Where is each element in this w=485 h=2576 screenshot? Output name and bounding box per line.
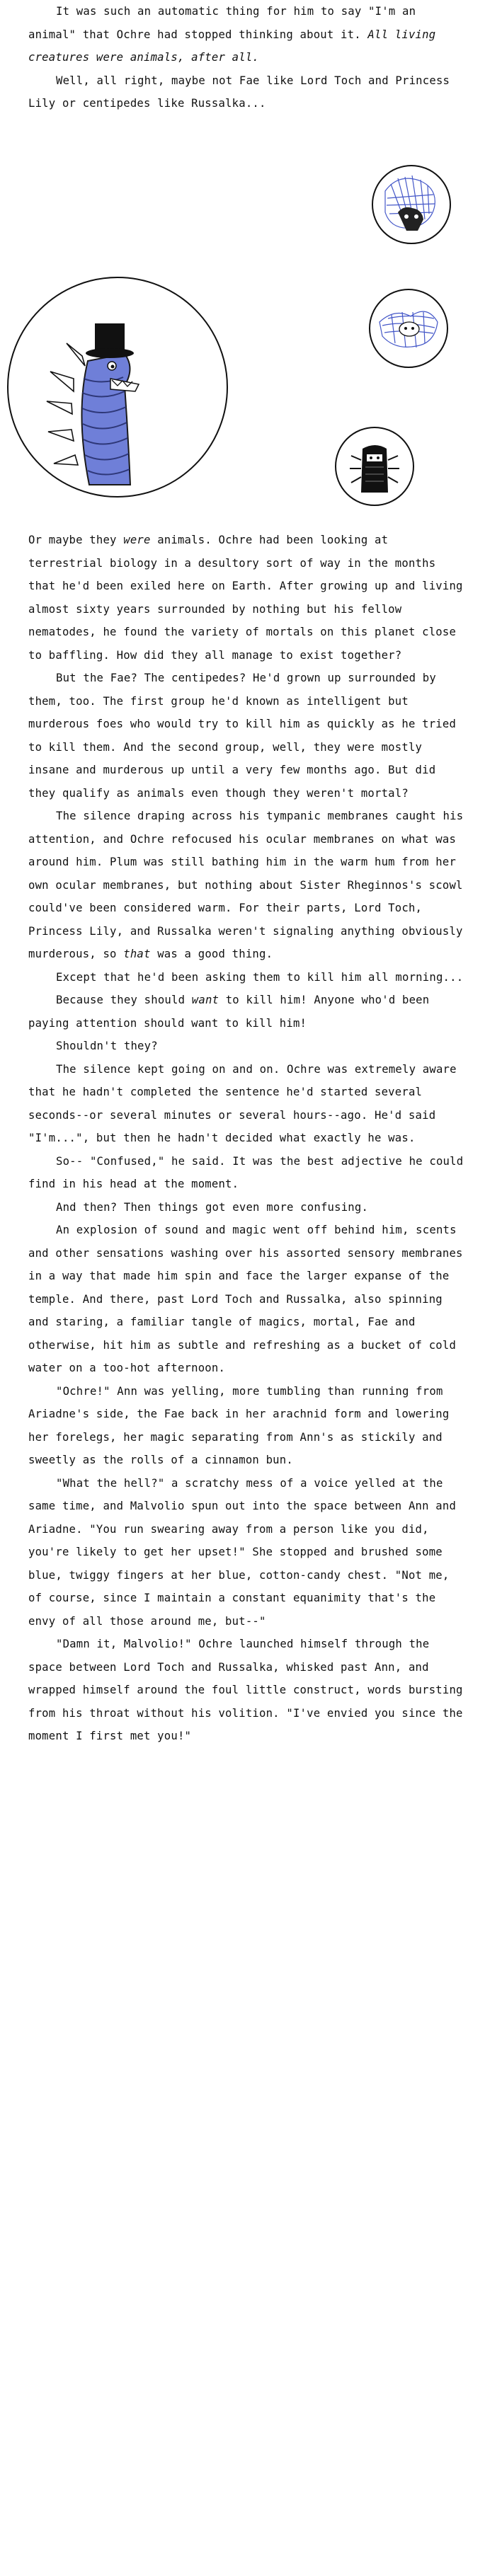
paragraph: "What the hell?" a scratchy mess of a voice yelled at the same time, and Malvolio spun out into the space between Ann and Ariadne. "You run swearing away from a person like you did, you're likely to get her upset!" She stopped and brushed some blue, twiggy fingers at her blue, cotton-candy chest. "Not me, of course, since I maintain a constant equanimity that's the envy of all those around me, but--" — [28, 1476, 457, 1628]
intro-text — [28, 0, 467, 115]
toch-illustration — [367, 287, 450, 370]
emphasis: All living creatures were animals, after all. — [28, 28, 436, 64]
paragraph: So-- "Confused," he said. It was the best adjective he could find in his head at the moment. — [28, 1154, 464, 1190]
sentence: It was such an automatic thing for him to say "I'm an animal" that Ochre had stopped thinking about it. — [28, 5, 416, 41]
paragraph: Except that he'd been asking them to kill him all morning... — [56, 970, 464, 984]
paragraph: The silence draping across his tympanic membranes caught his attention, and Ochre refocused his ocular membranes on what was around him. Plum was still bathing him in the warm hum from her own ocular membranes, but nothing about Sister Rheginnos's scowl could've been considered warm. For their parts, Lord Toch, Princess Lily, and Russalka weren't signaling anything obviously murderous, so that was a good thing. — [28, 810, 464, 960]
body-text — [28, 529, 467, 1748]
paragraph: "Damn it, Malvolio!" Ochre launched himself through the space between Lord Toch and Russalka, whisked past Ann, and wrapped himself around the foul little construct, words bursting from his throat without his volition. "I've envied you since the moment I first met you!" — [28, 1638, 463, 1742]
ochre-illustration — [4, 272, 231, 502]
paragraph: Or maybe they were animals. Ochre had been looking at terrestrial biology in a desultory sort of way in the months that he'd been exiled here on Earth. After growing up and living almost sixty years surrounded by nothing but his fellow nematodes, he found the variety of mortals on this planet close to baffling. How did they all manage to exist together? — [28, 534, 463, 662]
paragraph: Well, all right, maybe not Fae like Lord Toch and Princess Lily or centipedes like Russalka... — [28, 74, 450, 110]
paragraph: Because they should want to kill him! Anyone who'd been paying attention should want to kill him! — [28, 994, 430, 1030]
paragraph: "Ochre!" Ann was yelling, more tumbling than running from Ariadne's side, the Fae back in her arachnid form and lowering her forelegs, her magic separating from Ann's as stickily and sweetly as the rolls of a cinnamon bun. — [28, 1384, 450, 1466]
paragraph: An explosion of sound and magic went off behind him, scents and other sensations washing over his assorted sensory membranes in a way that made him spin and face the larger expanse of the temple. And there, past Lord Toch and Russalka, also spinning and staring, a familiar tangle of magics, mortal, Fae and otherwise, hit him as subtle and refreshing as a bucket of cold water on a too-hot afternoon. — [28, 1224, 463, 1374]
paragraph: And then? Then things got even more confusing. — [56, 1200, 369, 1214]
paragraph: But the Fae? The centipedes? He'd grown up surrounded by them, too. The first group he'd known as intelligent but murderous foes who would try to kill him as quickly as he tried to kill them. And the second group, well, they were mostly insane and murderous up until a very few months ago. But did they qualify as animals even though they weren't mortal? — [28, 672, 457, 800]
paragraph — [28, 0, 467, 69]
paragraph: The silence kept going on and on. Ochre was extremely aware that he hadn't completed the sentence he'd started several seconds--or several minutes or several hours--ago. He'd said "I'm...", but then he hadn't decided what exactly he was. — [28, 1062, 457, 1144]
paragraph: Shouldn't they? — [56, 1040, 158, 1052]
lily-illustration — [370, 163, 453, 246]
russalka-illustration — [333, 425, 416, 508]
